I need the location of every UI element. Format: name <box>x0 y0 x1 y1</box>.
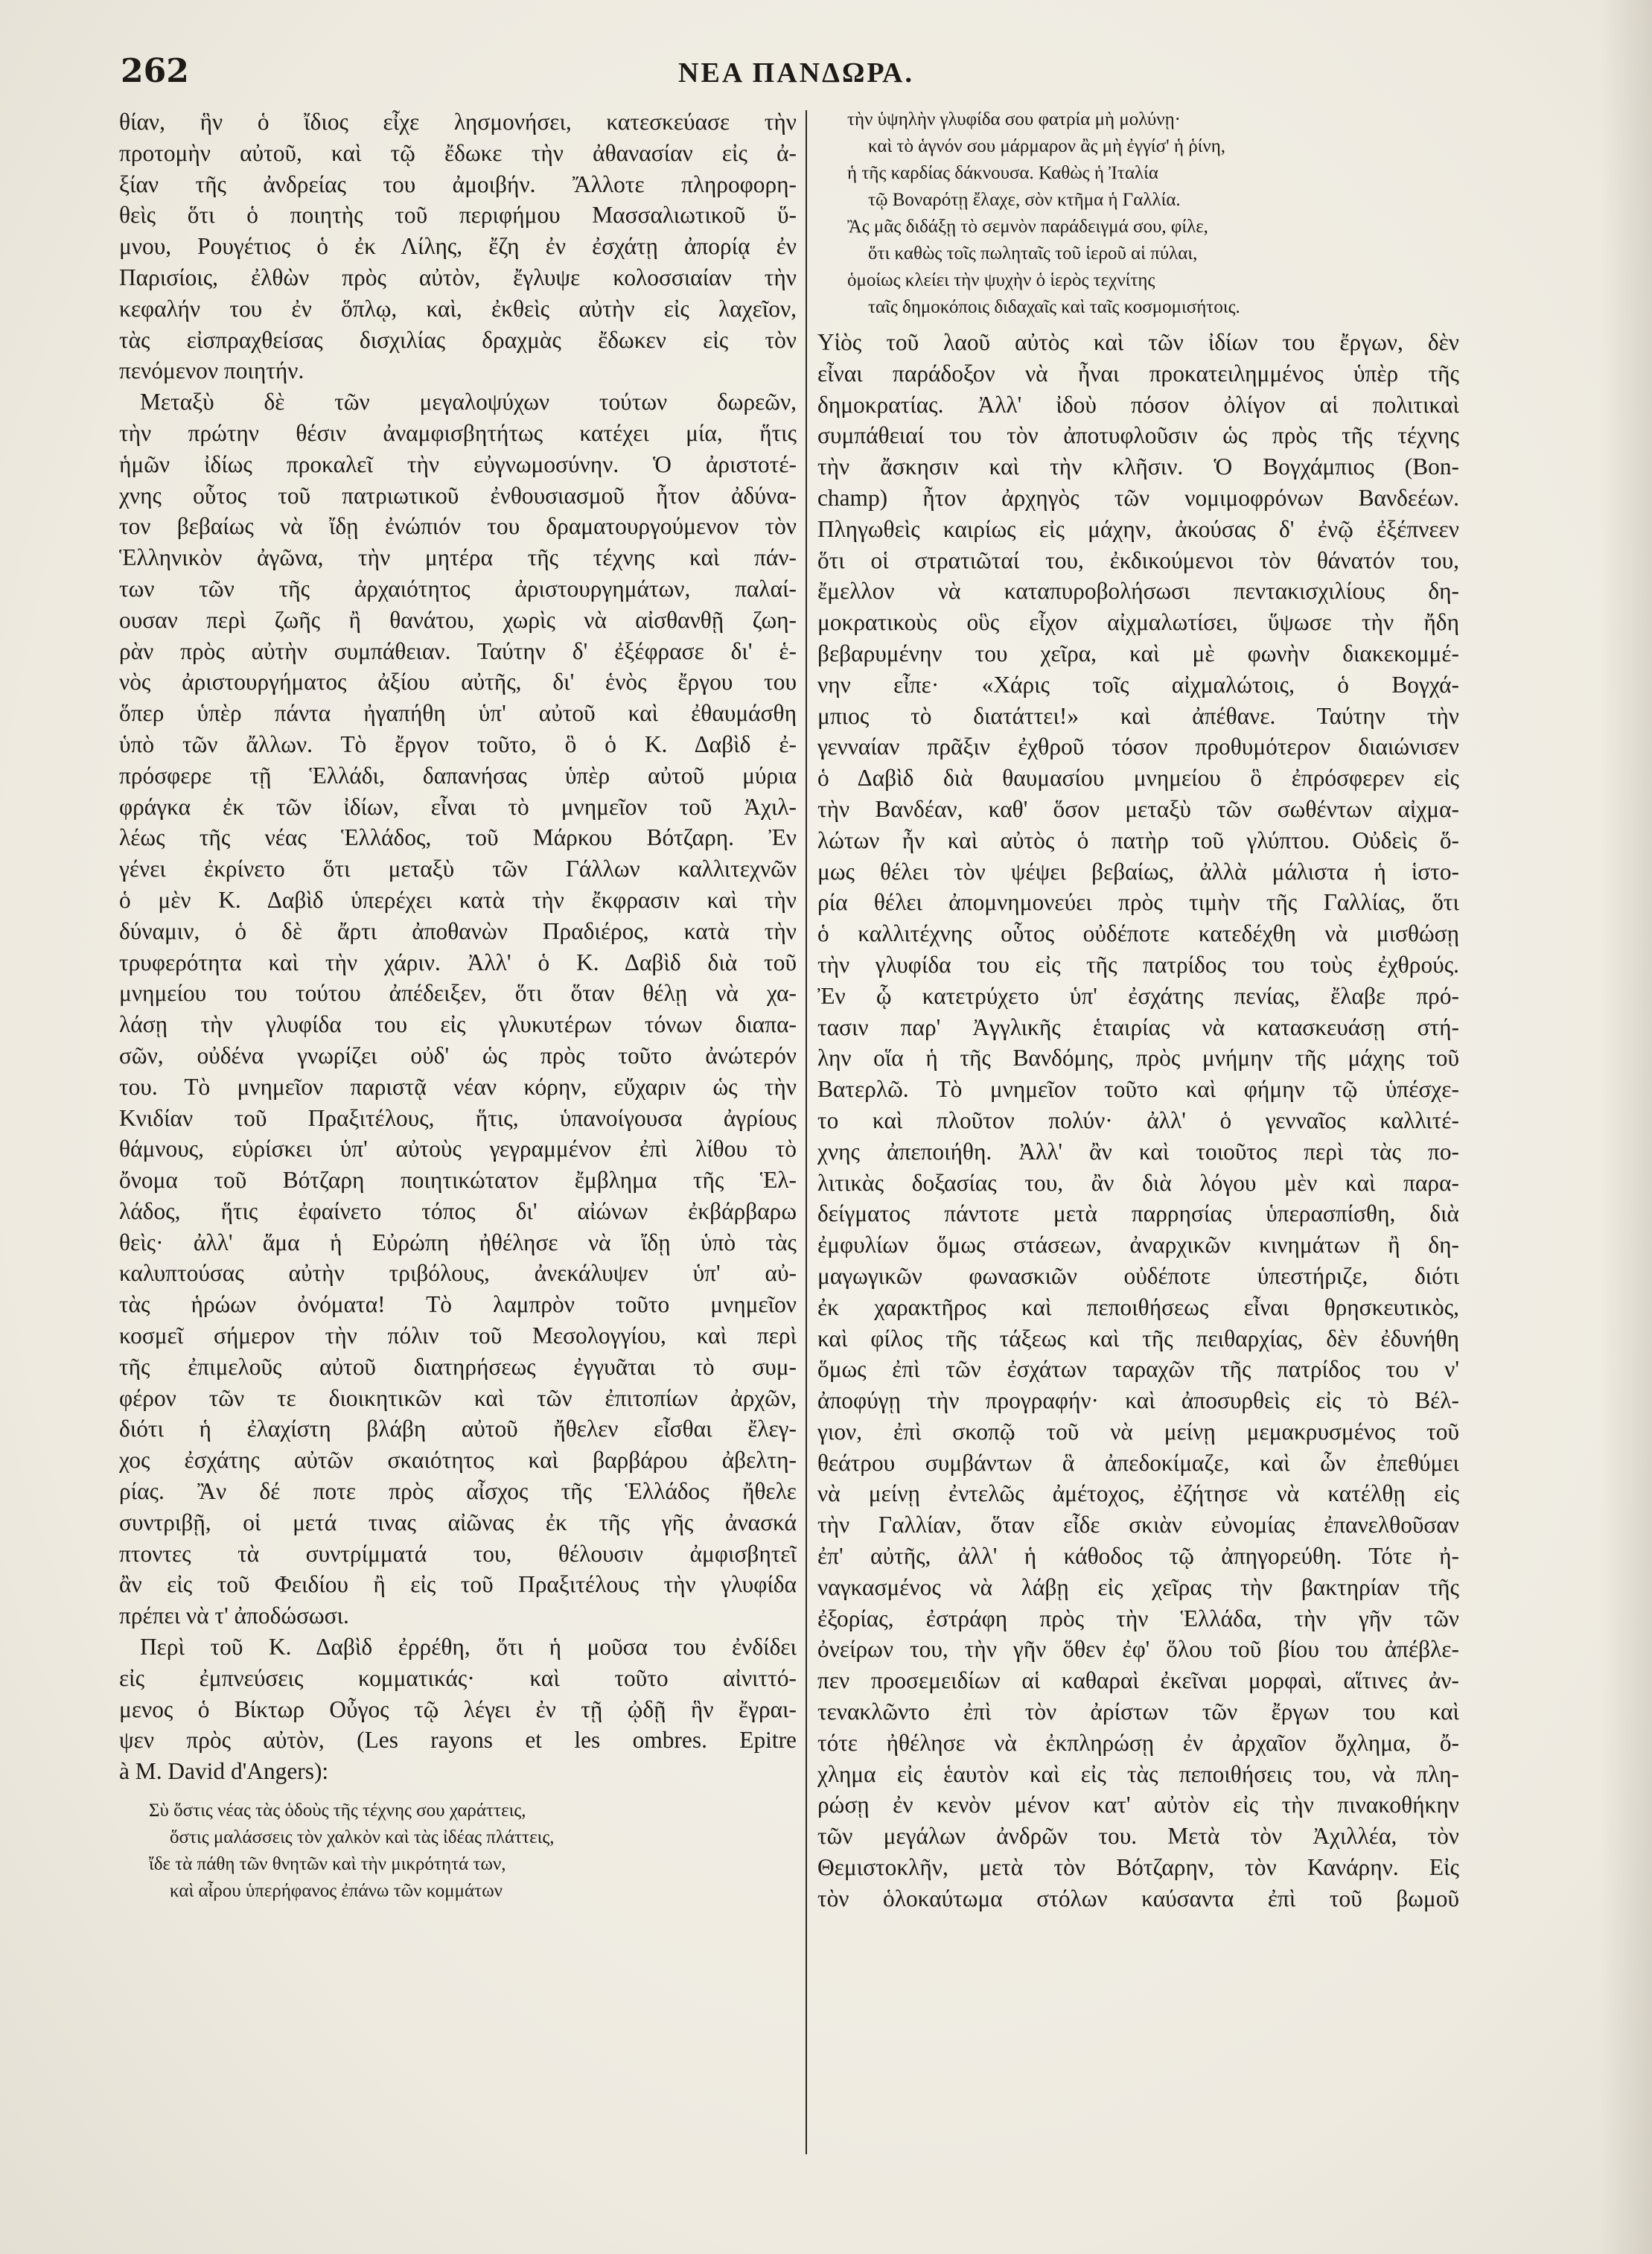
text-line: ἀποφύγῃ τὴν προγραφήν· καὶ ἀποσυρθεὶς εἰς τὸ Βέλ- <box>817 1387 1459 1414</box>
text-line: ρώσῃ ἐν κενὸν μένον κατ' αὐτὸν εἰς τὴν πινακοθήκην <box>817 1792 1459 1818</box>
text-line: ρία θέλει ἀπομνημονεύει πρὸς τιμὴν τῆς Γαλλίας, ὅτι <box>817 889 1459 916</box>
text-line: λάδος, ἥτις ἐφαίνετο τόπος δι' αἰώνων ἐκβάρβαρω <box>119 1197 797 1224</box>
text-line: Περὶ τοῦ Κ. Δαβὶδ ἐρρέθη, ὅτι ἡ μοῦσα του ἐνδίδει <box>140 1634 797 1661</box>
verse-line: ἡ τῆς καρδίας δάκνουσα. Καθὼς ἡ Ἰταλία <box>847 163 1159 183</box>
text-line: ὁ καλλιτέχνης οὗτος οὐδέποτε κατεδέχθη νὰ μισθώσῃ <box>817 920 1459 947</box>
text-line: χλημα εἰς ἑαυτὸν καὶ εἰς τὰς πεποιθήσεις του, νὰ πλη- <box>817 1760 1459 1787</box>
column-divider <box>806 110 807 2154</box>
text-line: Ἐν ᾧ κατετρύχετο ὑπ' ἐσχάτης πενίας, ἔλαβε πρό- <box>817 982 1459 1009</box>
text-line: à M. David d'Angers): <box>119 1758 329 1785</box>
text-line: χος ἐσχάτης αὐτῶν σκαιότητος καὶ βαρβάρου ἀβελτη- <box>119 1447 797 1474</box>
text-line: καλυπτούσας αὐτὴν τριβόλους, ἀνεκάλυψεν ὑπ' αὐ- <box>119 1260 797 1287</box>
text-line: Υἱὸς τοῦ λαοῦ αὐτὸς καὶ τῶν ἰδίων του ἔργων, δὲν <box>817 329 1459 355</box>
text-line: champ) ἦτον ἀρχηγὸς τῶν νομιμοφρόνων Βανδεέων. <box>817 484 1459 511</box>
text-line: λιτικὰς δοξασίας του, ἂν διὰ λόγου μὲν καὶ παρα- <box>817 1169 1459 1196</box>
text-line: ρὰν πρὸς αὐτὴν συμπάθειαν. Ταύτην δ' ἐξέφρασε δι' ἑ- <box>119 637 797 664</box>
text-line: Κνιδίαν τοῦ Πραξιτέλους, ἥτις, ὑπανοίγουσα ἀγρίους <box>119 1104 797 1131</box>
text-line: ὀνείρων του, τὴν γῆν ὅθεν ἐφ' ὅλου τοῦ βίου του ἀπέβλε- <box>817 1636 1459 1663</box>
text-line: ἐμφυλίων ὅμως στάσεων, ἀναρχικῶν κινημάτων ἢ δη- <box>817 1232 1459 1258</box>
text-line: θίαν, ἣν ὁ ἴδιος εἶχε λησμονήσει, κατεσκεύασε τὴν <box>119 109 797 135</box>
text-line: δείγματος πάντοτε μετὰ παρρησίας ὑπερασπίσθη, διὰ <box>817 1200 1459 1227</box>
text-line: τὴν γλυφίδα του εἰς τῆς πατρίδος του τοὺς ἐχθρούς. <box>817 951 1459 978</box>
text-line: το καὶ πλοῦτον πολύν· ἀλλ' ὁ γενναῖος καλλιτέ- <box>817 1107 1459 1133</box>
text-line: σῶν, οὐδένα γνωρίζει οὐδ' ὡς πρὸς τοῦτο ἀνώτερόν <box>119 1042 797 1069</box>
text-line: μαγωγικῶν φωνασκιῶν οὐδέποτε ὑπεστήριζε, διότι <box>817 1262 1459 1289</box>
text-line: ἐπ' αὐτῆς, ἀλλ' ἡ κάθοδος τῷ ἀπηγορεύθη. Τότε ἠ- <box>817 1543 1459 1570</box>
text-line: λην οἵα ἡ τῆς Βανδόμης, πρὸς μνήμην τῆς μάχης τοῦ <box>817 1045 1459 1072</box>
text-line: τὰς ἡρώων ὀνόματα! Τὸ λαμπρὸν τοῦτο μνημεῖον <box>119 1291 797 1318</box>
text-line: κεφαλήν του ἐν ὅπλῳ, καὶ, ἐκθεὶς αὐτὴν εἰς λαχεῖον, <box>119 295 797 322</box>
text-line: πρέπει νὰ τ' ἀποδώσωσι. <box>119 1602 349 1629</box>
text-line: δύναμιν, ὁ δὲ ἄρτι ἀποθανὼν Πραδιέρος, κατὰ τὴν <box>119 917 797 944</box>
text-line: τὸν ὁλοκαύτωμα στόλων καύσαντα ἐπὶ τοῦ βωμοῦ <box>817 1885 1459 1911</box>
text-line: βεβαρυμένην του χεῖρα, καὶ μὲ φωνὴν διακεκομμέ- <box>817 640 1459 666</box>
text-line: Θεμιστοκλῆν, μετὰ τὸν Βότζαρην, τὸν Κανάρην. Εἰς <box>817 1854 1459 1881</box>
text-line: Παρισίοις, ἐλθὼν πρὸς αὐτὸν, ἔγλυψε κολοσσιαίαν τὴν <box>119 264 797 290</box>
text-line: ἡμῶν ἰδίως προκαλεῖ τὴν εὐγνωμοσύνην. Ὁ ἀριστοτέ- <box>119 451 797 477</box>
text-line: ξίαν τῆς ἀνδρείας του ἀμοιβήν. Ἄλλοτε πληροφορη- <box>119 171 797 197</box>
text-line: μνου, Ρουγέτιος ὁ ἐκ Λίλης, ἔζη ἐν ἐσχάτῃ ἀπορίᾳ ἐν <box>119 233 797 260</box>
right-verse-block <box>817 106 1459 321</box>
text-line: τον βεβαίως νὰ ἴδῃ ἐνώπιόν του δραματουργούμενον τὸν <box>119 513 797 540</box>
text-line: ὁ μὲν Κ. Δαβὶδ ὑπερέχει κατὰ τὴν ἔκφρασιν καὶ τὴν <box>119 886 797 913</box>
text-line: του. Τὸ μνημεῖον παριστᾷ νέαν κόρην, εὔχαριν ὡς τὴν <box>119 1073 797 1100</box>
text-line: Ἑλληνικὸν ἀγῶνα, τὴν μητέρα τῆς τέχνης καὶ πάν- <box>119 544 797 571</box>
text-line: Μεταξὺ δὲ τῶν μεγαλοψύχων τούτων δωρεῶν, <box>140 389 797 416</box>
text-line: τὴν πρώτην θέσιν ἀναμφισβητήτως κατέχει μία, ἥτις <box>119 419 797 446</box>
text-line: τὴν Βανδέαν, καθ' ὅσον μεταξὺ τῶν σωθέντων αἰχμα- <box>817 795 1459 822</box>
text-line: νὰ μείνῃ ἐντελῶς ἀμέτοχος, ἐζήτησε νὰ κατέλθῃ εἰς <box>817 1480 1459 1507</box>
text-line: ὅπερ ὑπὲρ πάντα ἠγαπήθη ὑπ' αὐτοῦ καὶ ἐθαυμάσθη <box>119 700 797 727</box>
text-line: ὁ Δαβὶδ διὰ θαυμασίου μνημείου ὃ ἐπρόσφερεν εἰς <box>817 765 1459 792</box>
text-line: προτομὴν αὐτοῦ, καὶ τῷ ἔδωκε τὴν ἀθανασίαν εἰς ἀ- <box>119 139 797 166</box>
text-line: Βατερλῶ. Τὸ μνημεῖον τοῦτο καὶ φήμην τῷ ὑπέσχε- <box>817 1076 1459 1103</box>
text-line: ὑπὸ τῶν ἄλλων. Τὸ ἔργον τοῦτο, ὃ ὁ Κ. Δαβὶδ ἐ- <box>119 730 797 757</box>
text-line: συμπάθειαί του τὸν ἀποτυφλοῦσιν ὡς πρὸς τῆς τέχνης <box>817 422 1459 449</box>
text-line: ὄνομα τοῦ Βότζαρη ποιητικώτατον ἔμβλημα τῆς Ἑλ- <box>119 1167 797 1194</box>
running-title: ΝΕΑ ΠΑΝΔΩΡΑ. <box>678 57 914 89</box>
text-line: εἰς ἐμπνεύσεις κομματικάς· καὶ τοῦτο αἰνιττό- <box>119 1664 797 1691</box>
text-line: λέως τῆς νέας Ἑλλάδος, τοῦ Μάρκου Βότζαρη. Ἐν <box>119 824 797 851</box>
text-line: νην εἶπε· «Χάρις τοῖς αἰχμαλώτοις, ὁ Βογχά- <box>817 671 1459 698</box>
text-line: Πληγωθεὶς καιρίως εἰς μάχην, ἀκούσας δ' ἐνῷ ἐξέπνεεν <box>817 515 1459 542</box>
text-line: θάμνους, εὑρίσκει ὑπ' αὐτοὺς γεγραμμένον ἐπὶ λίθου τὸ <box>119 1136 797 1162</box>
text-line: γιον, ἐπὶ σκοπῷ τοῦ νὰ μείνῃ μεμακρυσμένος τοῦ <box>817 1418 1459 1445</box>
verse-line: ἴδε τὰ πάθη τῶν θνητῶν καὶ τὴν μικρότητά των, <box>149 1854 506 1875</box>
verse-line: καὶ αἶρου ὑπερήφανος ἐπάνω τῶν κομμάτων <box>170 1881 503 1902</box>
text-line: ουσαν περὶ ζωῆς ἢ θανάτου, χωρὶς νὰ αἰσθανθῇ ζωη- <box>119 606 797 633</box>
text-line: τενακλῶντο ἐπὶ τὸν ἀρίστων τῶν ἔργων του καὶ <box>817 1699 1459 1725</box>
text-line: ὅτι οἱ στρατιῶταί του, ἐκδικούμενοι τὸν θάνατόν του, <box>817 547 1459 573</box>
left-column <box>119 106 797 1911</box>
verse-line: ταῖς δημοκόποις διδαχαῖς καὶ ταῖς κοσμομισήτοις. <box>868 297 1240 317</box>
page-edge-shadow <box>1600 0 1652 2254</box>
text-line: χνης ἀπεποιήθη. Ἀλλ' ἂν καὶ τοιοῦτος περὶ τὰς πο- <box>817 1138 1459 1165</box>
text-line: τὴν ἄσκησιν καὶ τὴν κλῆσιν. Ὁ Βογχάμπιος (Bon- <box>817 453 1459 480</box>
verse-line: ὅτι καθὼς τοῖς πωληταῖς τοῦ ἱεροῦ αἱ πύλαι, <box>868 243 1198 264</box>
text-line: μενος ὁ Βίκτωρ Οὖγος τῷ λέγει ἐν τῇ ᾠδῇ ἣν ἔγραι- <box>119 1696 797 1722</box>
verse-line: ὁμοίως κλείει τὴν ψυχὴν ὁ ἱερὸς τεχνίτης <box>847 270 1155 290</box>
text-line: καὶ φίλος τῆς τάξεως καὶ τῆς πειθαρχίας, δὲν ἐδυνήθη <box>817 1325 1459 1352</box>
text-line: ρίας. Ἂν δέ ποτε πρὸς αἶσχος τῆς Ἑλλάδος ἤθελε <box>119 1478 797 1505</box>
text-line: συντριβῇ, οἱ μετά τινας αἰῶνας ἐκ τῆς γῆς ἀνασκά <box>119 1509 797 1535</box>
text-line: μοκρατικοὺς οὓς εἶχον αἰχμαλωτίσει, ὕψωσε τὴν ἤδη <box>817 609 1459 636</box>
text-line: τὴν Γαλλίαν, ὅταν εἶδε σκιὰν εὐνομίας ἐπανελθοῦσαν <box>817 1512 1459 1538</box>
text-line: διότι ἡ ἐλαχίστη βλάβη αὐτοῦ ἤθελεν εἶσθαι ἔλεγ- <box>119 1416 797 1442</box>
text-line: κοσμεῖ σήμερον τὴν πόλιν τοῦ Μεσολογγίου, καὶ περὶ <box>119 1322 797 1349</box>
text-line: θεὶς ὅτι ὁ ποιητὴς τοῦ περιφήμου Μασσαλιωτικοῦ ὕ- <box>119 202 797 229</box>
text-line: ναγκασμένος νὰ λάβῃ εἰς χεῖρας τὴν βακτηρίαν τῆς <box>817 1573 1459 1600</box>
verse-line: ὅστις μαλάσσεις τὸν χαλκὸν καὶ τὰς ἰδέας πλάττεις, <box>170 1827 555 1848</box>
text-line: γενναίαν πρᾶξιν ἐχθροῦ τόσον προθυμότερον διαιώνισεν <box>817 733 1459 760</box>
text-line: των τῶν τῆς ἀρχαιότητος ἀριστουργημάτων, παλαί- <box>119 575 797 602</box>
verse-line: τῷ Βοναρότῃ ἔλαχε, σὸν κτῆμα ἡ Γαλλία. <box>868 190 1181 210</box>
page-header <box>121 52 1472 97</box>
text-line: θεάτρου συμβάντων ἃ ἀπεδοκίμαζε, καὶ ὧν ἐπεθύμει <box>817 1449 1459 1476</box>
text-line: φέρον τῶν τε διοικητικῶν καὶ τῶν ἐπιτοπίων ἀρχῶν, <box>119 1384 797 1411</box>
text-line: τρυφερότητα καὶ τὴν χάριν. Ἀλλ' ὁ Κ. Δαβὶδ διὰ τοῦ <box>119 949 797 975</box>
text-line: πρόσφερε τῇ Ἑλλάδι, δαπανήσας ὑπὲρ αὐτοῦ μύρια <box>119 762 797 789</box>
text-line: γένει ἐκρίνετο ὅτι μεταξὺ τῶν Γάλλων καλλιτεχνῶν <box>119 856 797 882</box>
verse-line: Ἂς μᾶς διδάξῃ τὸ σεμνὸν παράδειγμά σου, φίλε, <box>847 217 1208 237</box>
text-line: θεὶς· ἀλλ' ἅμα ἡ Εὐρώπη ἠθέλησε νὰ ἴδῃ ὑπὸ τὰς <box>119 1229 797 1255</box>
text-line: ὅμως ἐπὶ τῶν ἐσχάτων ταραχῶν τῆς πατρίδος του ν' <box>817 1356 1459 1383</box>
text-line: φράγκα ἐκ τῶν ἰδίων, εἶναι τὸ μνημεῖον τοῦ Ἀχιλ- <box>119 793 797 820</box>
text-line: ἂν εἰς τοῦ Φειδίου ἢ εἰς τοῦ Πραξιτέλους τὴν γλυφίδα <box>119 1571 797 1598</box>
text-line: ἔμελλον νὰ καταπυροβολήσωσι πεντακισχιλίους δη- <box>817 578 1459 605</box>
text-line: ἐξορίας, ἐστράφη πρὸς τὴν Ἑλλάδα, τὴν γῆν τῶν <box>817 1605 1459 1631</box>
text-line: τότε ἠθέλησε νὰ ἐκπληρώσῃ ἐν ἀρχαῖον ὄχλημα, ὄ- <box>817 1729 1459 1756</box>
text-line: λώτων ἦν καὶ αὐτὸς ὁ πατὴρ τοῦ γλύπτου. Οὐδεὶς ὅ- <box>817 827 1459 853</box>
text-line: δημοκρατίας. Ἀλλ' ἰδοὺ πόσον ὀλίγον αἱ πολιτικαὶ <box>817 391 1459 418</box>
right-column-text <box>817 327 1459 1914</box>
text-line: πτοντες τὰ συντρίμματά του, θέλουσιν ἀμφισβητεῖ <box>119 1540 797 1567</box>
page-number: 262 <box>121 52 189 90</box>
text-line: πενόμενον ποιητήν. <box>119 357 304 384</box>
right-column <box>817 106 1459 1914</box>
text-line: μνημείου του τούτου ἀπέδειξεν, ὅτι ὅταν θέλῃ νὰ χα- <box>119 980 797 1007</box>
text-line: ἐκ χαρακτῆρος καὶ πεποιθήσεως εἶναι θρησκευτικὸς, <box>817 1293 1459 1320</box>
text-line: τασιν παρ' Ἀγγλικῆς ἑταιρίας νὰ κατασκευάσῃ στή- <box>817 1013 1459 1040</box>
left-column-text <box>119 106 797 1787</box>
text-line: νὸς ἀριστουργήματος ἀξίου αὐτῆς, δι' ἑνὸς ἔργου του <box>119 669 797 695</box>
text-line: μως θέλει τὸν ψέψει βεβαίως, ἀλλὰ μάλιστα ἡ ἱστο- <box>817 858 1459 885</box>
text-line: τὰς εἰσπραχθείσας δισχιλίας δραχμὰς ἔδωκεν εἰς τὸν <box>119 326 797 353</box>
text-line: λάσῃ τὴν γλυφίδα του εἰς γλυκυτέρων τόνων διαπα- <box>119 1011 797 1038</box>
left-verse-block <box>119 1798 797 1905</box>
text-line: εἶναι παράδοξον νὰ ἦναι προκατειλημμένος ὑπὲρ τῆς <box>817 360 1459 386</box>
verse-line: Σὺ ὅστις νέας τὰς ὁδοὺς τῆς τέχνης σου χαράττεις, <box>149 1801 526 1821</box>
text-line: χνης οὗτος τοῦ πατριωτικοῦ ἐνθουσιασμοῦ ἦτον ἀδύνα- <box>119 482 797 509</box>
text-line: μπιος τὸ διατάττει!» καὶ ἀπέθανε. Ταύτην τὴν <box>817 702 1459 729</box>
verse-line: καὶ τὸ ἁγνόν σου μάρμαρον ἂς μὴ ἐγγίσ' ἡ ῥίνη, <box>868 136 1226 156</box>
text-line: πεν προσεμειδίων αἱ καθαραὶ ἐκεῖναι μορφαὶ, αἵτινες ἀν- <box>817 1667 1459 1694</box>
spacer <box>119 1787 797 1798</box>
text-line: τῆς ἐπιμελοῦς αὐτοῦ διατηρήσεως ἐγγυᾶται τὸ συμ- <box>119 1353 797 1380</box>
text-line: ψεν πρὸς αὐτὸν, (Les rayons et les ombres. Epitre <box>119 1727 797 1754</box>
text-line: τῶν μεγάλων ἀνδρῶν του. Μετὰ τὸν Ἀχιλλέα, τὸν <box>817 1823 1459 1850</box>
verse-line: τὴν ὑψηλὴν γλυφίδα σου φατρία μὴ μολύνῃ· <box>847 109 1181 130</box>
